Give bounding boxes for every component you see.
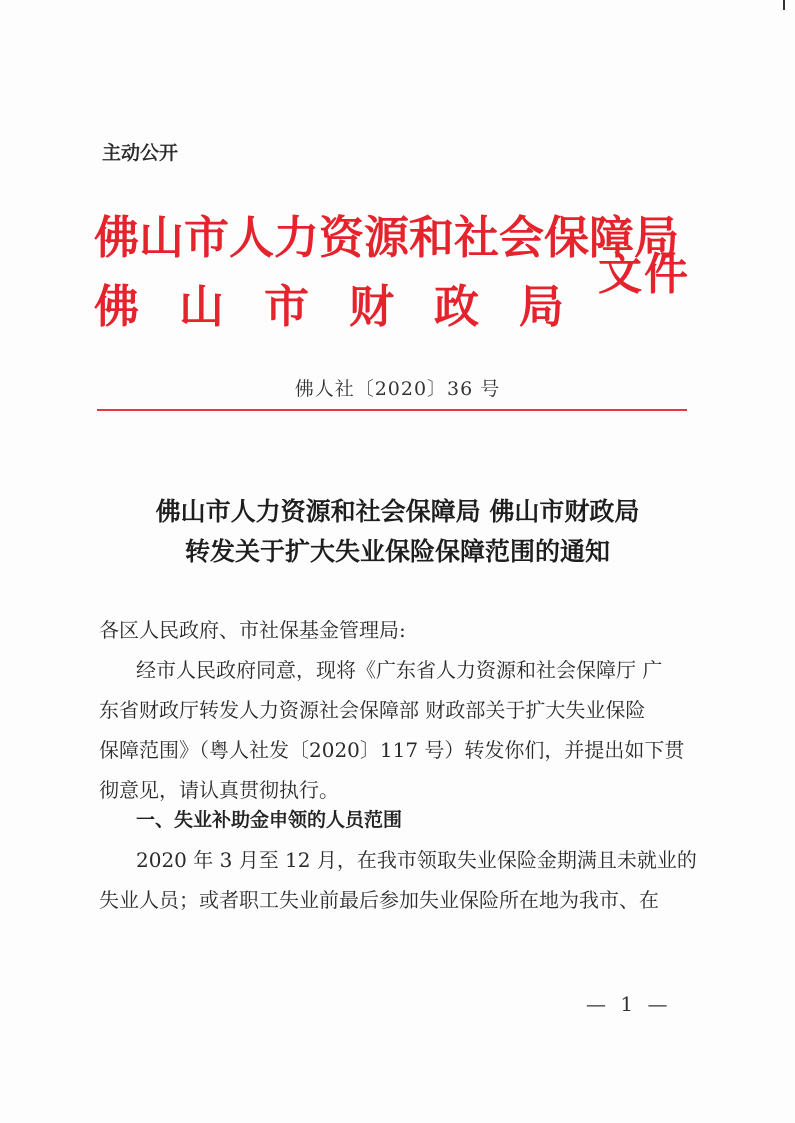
notice-title-line-1: 佛山市人力资源和社会保障局 佛山市财政局 <box>155 497 640 526</box>
paragraph-line: 彻意见，请认真贯彻执行。 <box>99 778 339 802</box>
issuer-char: 山 <box>178 280 224 333</box>
paragraph-line: 2020 年 3 月至 12 月，在我市领取失业保险金期满且未就业的 <box>136 848 697 872</box>
issuer-char: 市 <box>263 280 309 333</box>
scan-corner-mark <box>783 0 785 10</box>
notice-title-line-2: 转发关于扩大失业保险保障范围的通知 <box>184 537 610 566</box>
addressee: 各区人民政府、市社保基金管理局: <box>99 618 406 642</box>
paragraph-line: 保障范围》（粤人社发〔2020〕117 号）转发你们，并提出如下贯 <box>99 738 685 762</box>
issuer-char: 局 <box>518 280 564 333</box>
page-number: — 1 — <box>586 992 672 1016</box>
paragraph-line: 经市人民政府同意，现将《广东省人力资源和社会保障厅 广 <box>136 658 663 682</box>
issuer-hr-bureau: 佛山市人力资源和社会保障局 <box>94 211 680 264</box>
document-number: 佛人社〔2020〕36 号 <box>294 378 501 400</box>
red-divider <box>97 409 687 411</box>
section-heading-1: 一、失业补助金申领的人员范围 <box>136 809 403 831</box>
issuer-char: 政 <box>433 280 479 333</box>
issuer-finance-bureau <box>94 270 564 335</box>
paragraph-line: 失业人员；或者职工失业前最后参加失业保险所在地为我市、在 <box>99 888 659 912</box>
public-disclosure-label: 主动公开 <box>102 142 179 164</box>
document-word: 文件 <box>598 249 690 300</box>
issuer-char: 财 <box>348 280 394 333</box>
paragraph-line: 东省财政厅转发人力资源社会保障部 财政部关于扩大失业保险 <box>99 698 646 722</box>
issuer-char: 佛 <box>94 280 140 333</box>
